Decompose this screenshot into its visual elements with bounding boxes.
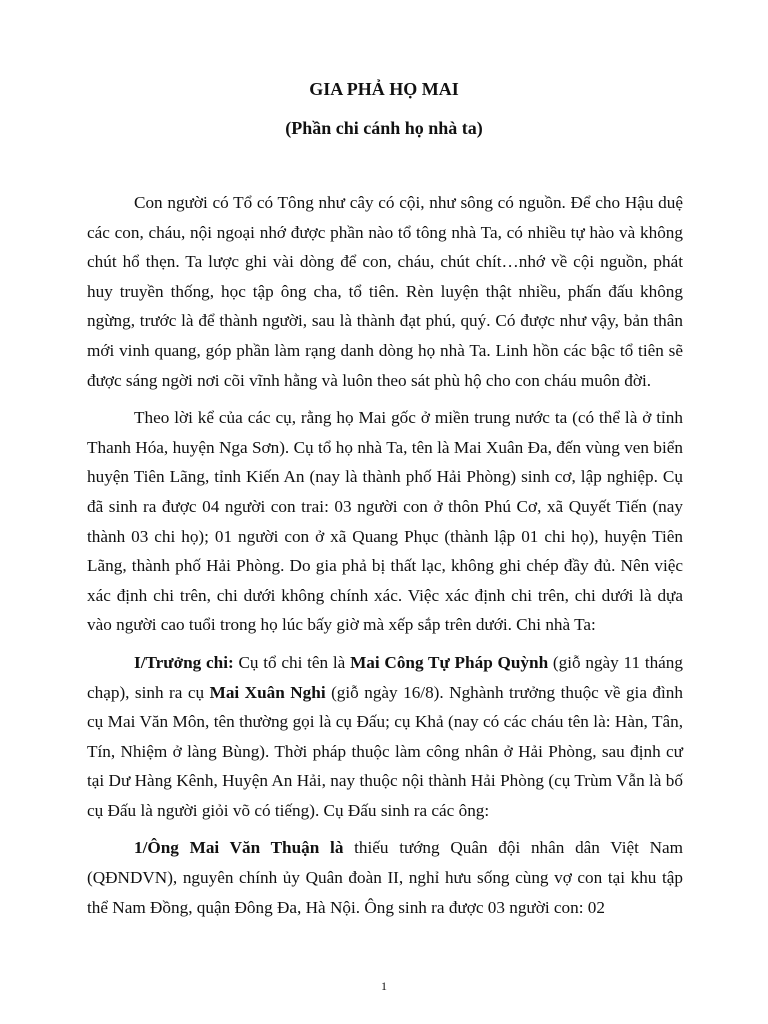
paragraph-text: (giỗ ngày 16/8). Nghành trưởng thuộc về gia đình cụ Mai Văn Môn, tên thường gọi là cụ Đấu; cụ Khả (nay có các cháu tên là: Hàn, Tân, Tín, Nhiệm ở làng Bùng). Thời pháp thuộc làm công nhân ở Hải Phòng, sau định cư tại Dư Hàng Kênh, Huyện An Hải, nay thuộc nội thành Hải Phòng (cụ Trùm Vẫn là bố cụ Đấu là người giỏi võ có tiếng). Cụ Đấu sinh ra các ông: — [87, 682, 683, 820]
document-subtitle: (Phần chi cánh họ nhà ta) — [285, 118, 483, 138]
document-body — [87, 188, 683, 930]
paragraph-origin: Theo lời kể của các cụ, rằng họ Mai gốc ở miền trung nước ta (có thể là ở tỉnh Thanh Hóa, huyện Nga Sơn). Cụ tổ họ nhà Ta, tên là Mai Xuân Đa, đến vùng ven biển huyện Tiên Lãng, tỉnh Kiến An (nay là thành phố Hải Phòng) sinh cơ, lập nghiệp. Cụ đã sinh ra được 04 người con trai: 03 người con ở thôn Phú Cơ, xã Quyết Tiến (nay thành 03 chi họ); 01 người con ở xã Quang Phục (thành lập 01 chi họ), huyện Tiên Lãng, thành phố Hải Phòng. Do gia phả bị thất lạc, không ghi chép đầy đủ. Nên việc xác định chi trên, chi dưới không chính xác. Việc xác định chi trên, chi dưới là dựa vào người cao tuổi trong họ lúc bấy giờ mà xếp sắp trên dưới. Chi nhà Ta: — [87, 408, 683, 635]
page-number: 1 — [381, 979, 387, 993]
paragraph-main-branch — [87, 648, 683, 826]
section-heading-main-branch: I/Trưởng chi: — [134, 652, 234, 672]
ancestor-name: Mai Công Tự Pháp Quỳnh — [350, 652, 549, 672]
paragraph-person-1 — [87, 833, 683, 922]
document-title: GIA PHẢ HỌ MAI — [309, 79, 459, 99]
paragraph-intro: Con người có Tổ có Tông như cây có cội, như sông có nguồn. Để cho Hậu duệ các con, cháu, nội ngoại nhớ được phần nào tổ tông nhà Ta, có nhiều tự hào và không chút hổ thẹn. Ta lược ghi vài dòng để con, cháu, chút chít…nhớ về cội nguồn, phát huy truyền thống, học tập ông cha, tổ tiên. Rèn luyện thật nhiều, phấn đấu không ngừng, trước là để thành người, sau là thành đạt phú, quý. Có được như vậy, bản thân mới vinh quang, góp phần làm rạng danh dòng họ nhà Ta. Linh hồn các bậc tổ tiên sẽ được sáng ngời nơi cõi vĩnh hằng và luôn theo sát phù hộ cho con cháu muôn đời. — [87, 193, 683, 390]
paragraph-text: Cụ tổ chi tên là — [233, 652, 351, 672]
paragraph-text: (giỗ ngày 11 tháng chạp), sinh ra cụ — [87, 652, 683, 702]
person-heading: 1/Ông Mai Văn Thuận là — [134, 838, 344, 858]
paragraph-text: thiếu tướng Quân đội nhân dân Việt Nam (QĐNDVN), nguyên chính ủy Quân đoàn II, nghỉ hưu sống cùng vợ con tại khu tập thể Nam Đồng, quận Đông Đa, Hà Nội. Ông sinh ra được 03 người con: 02 — [87, 838, 684, 917]
ancestor-name: Mai Xuân Nghi — [209, 682, 326, 702]
